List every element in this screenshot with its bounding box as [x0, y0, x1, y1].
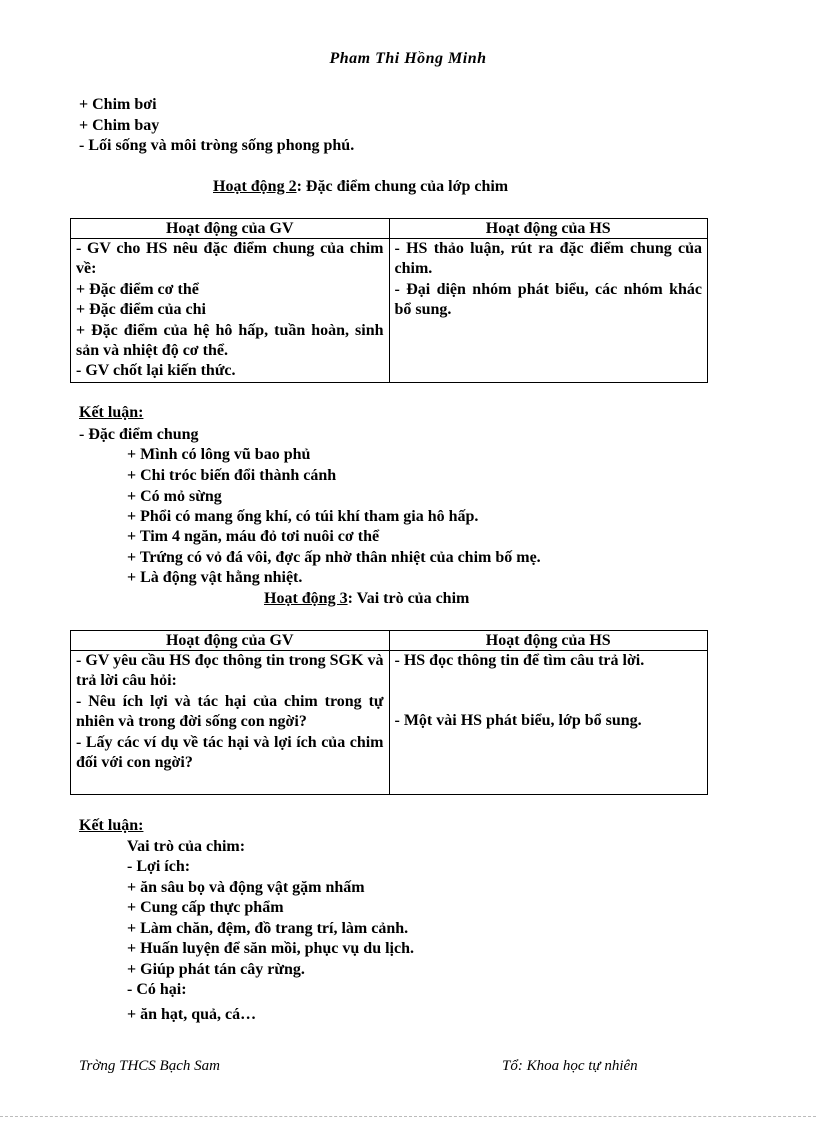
intro-line-3: - Lối sống và môi tròng sống phong phú. [79, 137, 355, 154]
conclusion1-item: + Là động vật hằng nhiệt. [127, 569, 303, 586]
activity2-gv-line: + Đặc điểm cơ thể [76, 280, 199, 298]
activity3-col-gv: Hoạt động của GV [71, 631, 390, 651]
conclusion2-line: Vai trò của chim: [127, 838, 246, 855]
conclusion2-line: - Có hại: [127, 981, 187, 998]
intro-line-1: + Chim bơi [79, 96, 157, 113]
activity2-hs-line: - HS thảo luận, rút ra đặc điểm chung của chim. [394, 240, 702, 278]
conclusion2-label-text: Kết luận: [79, 817, 144, 834]
activity3-gv-line: - Nêu ích lợi và tác hại của chim trong tự nhiên và trong đời sống con ngời? [76, 692, 384, 731]
activity2-gv-line: + Đặc điểm của chi [76, 301, 206, 319]
page-header-author: Pham Thi Hồng Minh [329, 50, 487, 67]
activity2-hs-line: - Đại diện nhóm phát biểu, các nhóm khác bổ sung. [394, 280, 702, 319]
activity3-heading-label: Hoạt động 3 [264, 590, 348, 607]
conclusion2-label [79, 817, 143, 835]
page-bottom-rule [0, 1116, 816, 1117]
activity3-heading-text: : Vai trò của chim [347, 590, 470, 607]
activity2-hs-cell [389, 239, 708, 383]
activity3-col-hs: Hoạt động của HS [389, 631, 708, 651]
activity3-gv-line: - GV yêu cầu HS đọc thông tin trong SGK và trả lời câu hỏi: [76, 652, 384, 690]
activity2-gv-line: + Đặc điểm của hệ hô hấp, tuần hoàn, sinh sản và nhiệt độ cơ thể. [76, 321, 384, 360]
activity3-hs-line: - HS đọc thông tin để tìm câu trả lời. [394, 652, 645, 669]
conclusion2-line: + ăn hạt, quả, cá… [127, 1006, 257, 1023]
conclusion1-item: + Tim 4 ngăn, máu đỏ tơi nuôi cơ thể [127, 528, 380, 545]
conclusion1-label [79, 404, 143, 422]
conclusion1-item: + Có mỏ sừng [127, 488, 222, 505]
activity2-gv-line: - GV cho HS nêu đặc điểm chung của chim về: [76, 240, 384, 278]
conclusion2-line: - Lợi ích: [127, 858, 191, 875]
activity2-table [70, 218, 708, 383]
activity3-hs-cell [389, 651, 708, 795]
conclusion1-item: + Trứng có vỏ đá vôi, đợc ấp nhờ thân nhiệt của chim bố mẹ. [127, 549, 541, 566]
activity2-heading-text: : Đặc điểm chung của lớp chim [296, 178, 509, 195]
activity2-gv-line: - GV chốt lại kiến thức. [76, 362, 236, 380]
conclusion1-item: + Chi tróc biến đổi thành cánh [127, 467, 337, 484]
conclusion2-line: + Giúp phát tán cây rừng. [127, 961, 305, 978]
activity3-hs-line: - Một vài HS phát biểu, lớp bổ sung. [394, 712, 642, 730]
conclusion2-line: + Cung cấp thực phẩm [127, 899, 284, 916]
activity2-col-hs: Hoạt động của HS [389, 219, 708, 239]
conclusion2-line: + ăn sâu bọ và động vật gặm nhấm [127, 879, 365, 896]
activity3-gv-line: - Lấy các ví dụ về tác hại và lợi ích của chim đối với con ngời? [76, 733, 384, 772]
footer-school: Trờng THCS Bạch Sam [79, 1058, 220, 1074]
conclusion2-line: + Huấn luyện để săn mồi, phục vụ du lịch. [127, 940, 414, 957]
conclusion1-item: + Mình có lông vũ bao phủ [127, 446, 311, 463]
footer-department: Tổ: Khoa học tự nhiên [502, 1058, 638, 1074]
activity3-heading [264, 590, 469, 608]
intro-line-2: + Chim bay [79, 117, 160, 134]
conclusion1-item: + Phổi có mang ống khí, có túi khí tham gia hô hấp. [127, 508, 479, 525]
activity2-gv-cell [71, 239, 390, 383]
conclusion1-label-text: Kết luận: [79, 404, 144, 421]
activity3-gv-cell [71, 651, 390, 795]
activity2-col-gv: Hoạt động của GV [71, 219, 390, 239]
activity3-table [70, 630, 708, 795]
conclusion2-line: + Làm chăn, đệm, đồ trang trí, làm cảnh. [127, 920, 409, 937]
conclusion1-intro: - Đặc điểm chung [79, 426, 199, 443]
activity2-heading-label: Hoạt động 2 [213, 178, 297, 195]
activity2-heading [213, 178, 508, 196]
